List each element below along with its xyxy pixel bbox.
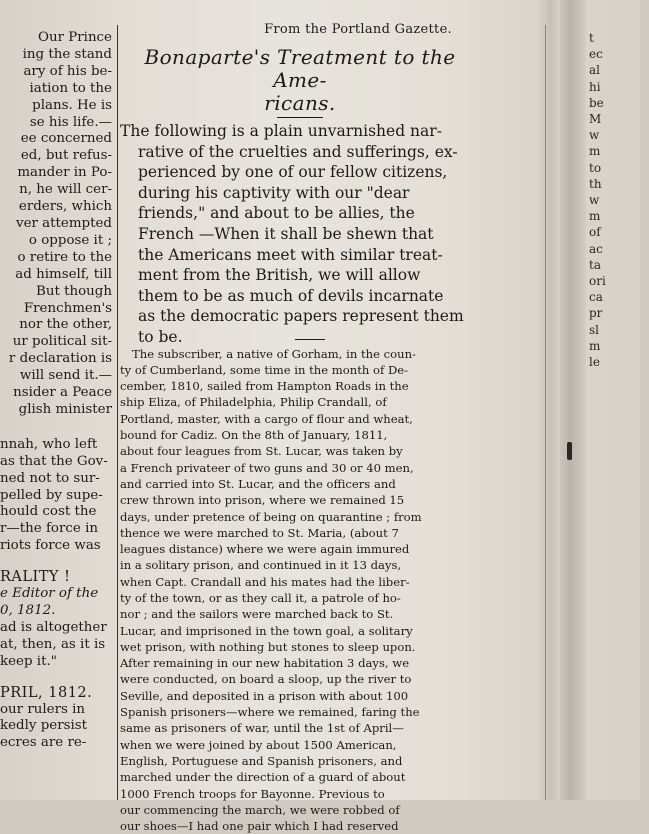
body-line: and carried into St. Lucar, and the officers and <box>120 476 396 491</box>
left-column-line: o retire to the <box>17 249 112 265</box>
body-line: ty of Cumberland, some time in the month of De- <box>120 362 409 377</box>
right-column-fragment: ac <box>589 241 603 256</box>
left-column-line: keep it." <box>0 653 57 669</box>
left-column-line: riots force was <box>0 538 101 554</box>
right-column-fragment: t <box>589 31 594 45</box>
right-column-fragment: ta <box>589 257 601 272</box>
body-line: were conducted, on board a sloop, up the river to <box>120 672 412 687</box>
body-line: crew thrown into prison, where we remained 15 <box>120 493 405 508</box>
body-line: in a solitary prison, and continued in it 13 days, <box>120 558 402 573</box>
left-column-line: ver attempted <box>16 215 112 231</box>
left-column-line: kedly persist <box>0 718 88 734</box>
left-column-line: Our Prince <box>37 30 112 45</box>
article-title-line2: ricans. <box>264 91 336 115</box>
left-column-line: will send it.— <box>19 368 112 384</box>
left-column-heading: RALITY ! <box>0 569 71 586</box>
intro-line: The following is a plain unvarnished nar- <box>120 122 442 140</box>
article-body <box>120 346 480 834</box>
right-column-fragment: sl <box>589 322 599 337</box>
body-line: Lucar, and imprisoned in the town goal, a solitary <box>120 623 413 638</box>
right-column-fragment: m <box>589 144 601 159</box>
left-column-line: ned not to sur- <box>0 470 100 486</box>
article-intro <box>120 121 480 348</box>
left-column-line: iation to the <box>29 80 112 96</box>
body-line: same as prisoners of war, until the 1st of April— <box>120 721 404 736</box>
left-column-line-italic: 0, 1812. <box>0 603 56 618</box>
body-line: Seville, and deposited in a prison with about 100 <box>120 688 409 703</box>
body-line: about four leagues from St. Lucar, was taken by <box>120 444 403 459</box>
intro-line: rative of the cruelties and sufferings, ex- <box>138 142 458 161</box>
left-column-line: r declaration is <box>8 351 112 367</box>
right-column-fragment: ori <box>589 274 606 289</box>
left-column-line: mander in Po- <box>17 165 112 181</box>
body-line: ty of the town, or as they call it, a patrole of ho- <box>120 590 401 605</box>
body-line: our commencing the march, we were robbed of <box>120 802 400 817</box>
right-column-fragment: to <box>589 160 602 175</box>
left-column-line: nnah, who left <box>0 436 98 452</box>
body-line: days, under pretence of being on quarantine ; from <box>120 509 422 524</box>
body-line: The subscriber, a native of Gorham, in the coun- <box>132 346 416 361</box>
intro-line: the Americans meet with similar treat- <box>138 245 443 264</box>
intro-line: friends," and about to be allies, the <box>138 204 415 223</box>
left-column-line: as that the Gov- <box>0 453 108 469</box>
body-line: a French privateer of two guns and 30 or 40 men, <box>120 460 414 475</box>
right-column-fragment: w <box>589 128 600 143</box>
right-column-fragment: of <box>589 225 601 240</box>
title-rule <box>277 117 323 118</box>
intro-line: them to be as much of devils incarnate <box>138 286 444 305</box>
left-column-line: nor the other, <box>19 317 112 333</box>
left-column-line: our rulers in <box>0 701 86 717</box>
body-line: 1000 French troops for Bayonne. Previous to <box>120 786 385 801</box>
body-line: wet prison, with nothing but stones to sleep upon. <box>120 639 416 654</box>
right-column-fragment: be <box>589 95 604 110</box>
article-source: From the Portland Gazette. <box>264 22 452 37</box>
right-column-fragment: al <box>589 63 600 78</box>
left-column-line: pelled by supe- <box>0 487 103 503</box>
left-column-line: nsider a Peace <box>13 385 112 401</box>
left-column-line-italic: e Editor of the <box>0 586 99 602</box>
body-line: Spanish prisoners—where we remained, faring the <box>120 705 420 720</box>
right-column-fragment: ca <box>589 290 603 305</box>
intro-line: to be. <box>138 327 183 346</box>
right-column-fragment: m <box>589 209 601 224</box>
left-column-line: ed, but refus- <box>20 148 112 164</box>
intro-line: as the democratic papers represent them <box>138 307 464 326</box>
left-column-line: ad himself, till <box>15 266 112 282</box>
body-line: English, Portuguese and Spanish prisoners, and <box>120 753 403 768</box>
spacer <box>0 555 114 569</box>
left-column-line: ee concerned <box>20 131 112 147</box>
article-title-line1: Bonaparte's Treatment to the Ame- <box>144 45 456 92</box>
right-column-fragment: M <box>589 112 602 127</box>
body-line: leagues distance) where we were again immured <box>120 542 410 557</box>
left-column-line: ecres are re- <box>0 735 87 751</box>
left-column-line: hould cost the <box>0 504 97 520</box>
left-column-line: at, then, as it is <box>0 636 106 652</box>
left-column-line: erders, which <box>18 199 112 215</box>
left-column-line: r—the force in <box>0 521 98 537</box>
body-line: Portland, master, with a cargo of flour and wheat, <box>120 411 413 426</box>
left-column-line: ur political sit- <box>12 334 112 350</box>
body-line: ship Eliza, of Philadelphia, Philip Crandall, of <box>120 395 387 410</box>
left-column-line: n, he will cer- <box>19 182 112 198</box>
body-line: when we were joined by about 1500 American, <box>120 737 397 752</box>
spacer <box>0 671 114 685</box>
body-line: After remaining in our new habitation 3 days, we <box>120 656 410 671</box>
left-column-heading: PRIL, 1812. <box>0 684 93 701</box>
right-column-fragment: ec <box>589 47 603 62</box>
intro-line: during his captivity with our "dear <box>138 183 410 202</box>
right-column-fragment: m <box>589 338 601 353</box>
right-column-fragment: w <box>589 193 600 208</box>
right-column-fragment: le <box>589 355 600 370</box>
body-line: cember, 1810, sailed from Hampton Roads in the <box>120 379 409 394</box>
spacer <box>0 419 114 437</box>
page-fold <box>560 0 586 800</box>
right-column-fragment: hi <box>589 79 601 94</box>
left-column-line: o oppose it ; <box>28 232 112 248</box>
left-column-line: plans. He is <box>32 97 112 113</box>
left-column-line: ary of his be- <box>23 63 112 79</box>
body-line: marched under the direction of a guard of about <box>120 770 406 785</box>
body-line: our shoes—I had one pair which I had reserved <box>120 819 399 834</box>
intro-line: ment from the British, we will allow <box>138 266 421 285</box>
body-line: when Capt. Crandall and his mates had the liber- <box>120 574 410 589</box>
body-line: thence we were marched to St. Maria, (about 7 <box>120 525 399 540</box>
article-title <box>120 46 480 115</box>
left-column-line: se his life.— <box>29 114 112 130</box>
intro-line: French —When it shall be shewn that <box>138 224 434 243</box>
left-column-line: ing the stand <box>22 46 112 62</box>
left-column-line: ad is altogether <box>0 619 107 635</box>
left-column-line: glish minister <box>18 401 112 417</box>
right-column-clipped <box>589 30 649 800</box>
right-column-fragment: pr <box>589 306 603 321</box>
body-line: bound for Cadiz. On the 8th of January, 1811, <box>120 428 388 443</box>
right-column-fragment: th <box>589 176 602 191</box>
intro-line: perienced by one of our fellow citizens, <box>138 163 448 182</box>
column-divider-right <box>545 25 546 800</box>
body-line: nor ; and the sailors were marched back to St. <box>120 607 394 622</box>
left-column-clipped <box>0 30 114 800</box>
ink-blot <box>567 442 572 460</box>
article-column <box>120 22 480 834</box>
left-column-line: Frenchmen's <box>23 300 112 316</box>
column-divider-left <box>117 25 118 800</box>
left-column-line: But though <box>36 283 112 299</box>
intro-rule <box>295 339 325 340</box>
